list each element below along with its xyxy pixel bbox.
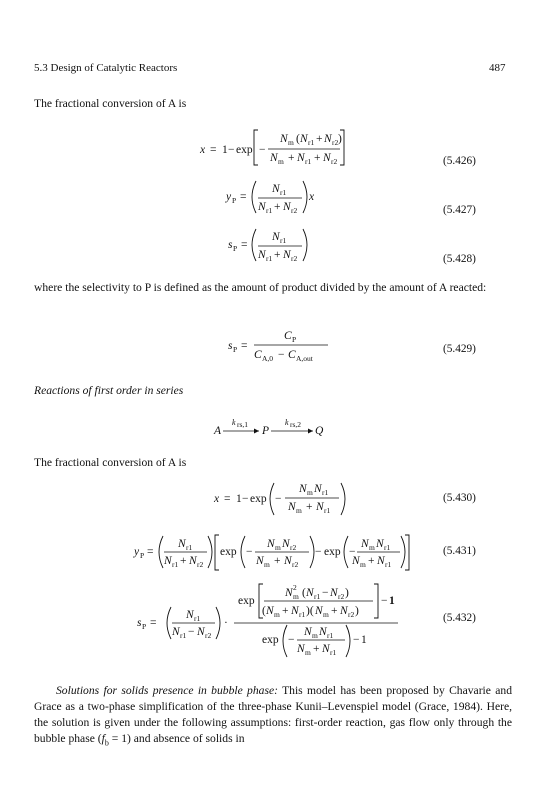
fb-symbol: f bbox=[101, 732, 105, 745]
svg-text:r1: r1 bbox=[266, 254, 273, 263]
svg-text:r2: r2 bbox=[292, 560, 299, 569]
equation-5429 bbox=[228, 330, 328, 363]
svg-text:−: − bbox=[275, 493, 282, 505]
svg-text:N: N bbox=[297, 643, 305, 655]
svg-text:N: N bbox=[284, 555, 292, 567]
svg-text:N: N bbox=[256, 555, 264, 567]
reaction-scheme bbox=[213, 418, 324, 437]
svg-text:+: + bbox=[274, 249, 281, 261]
svg-text:r2: r2 bbox=[348, 610, 355, 619]
svg-text:1: 1 bbox=[236, 493, 242, 505]
svg-text:rs,2: rs,2 bbox=[290, 420, 302, 429]
svg-text:): ) bbox=[338, 133, 342, 145]
svg-text:=: = bbox=[210, 144, 217, 156]
svg-text:P: P bbox=[262, 425, 270, 437]
svg-text:N: N bbox=[258, 249, 266, 261]
svg-text:r1: r1 bbox=[308, 138, 315, 147]
svg-text:r2: r2 bbox=[291, 206, 298, 215]
svg-text:r1: r1 bbox=[280, 188, 287, 197]
svg-text:x: x bbox=[214, 493, 220, 505]
svg-text:N: N bbox=[283, 249, 291, 261]
svg-text:s: s bbox=[228, 340, 233, 352]
svg-text:r1: r1 bbox=[186, 543, 193, 552]
svg-text:P: P bbox=[232, 196, 237, 205]
svg-text:r1: r1 bbox=[314, 592, 321, 601]
svg-text:r1: r1 bbox=[305, 157, 312, 166]
svg-text:(: ( bbox=[302, 587, 306, 599]
eq426-x: x bbox=[200, 144, 206, 156]
svg-text:y: y bbox=[226, 191, 232, 203]
svg-text:r1: r1 bbox=[180, 631, 187, 640]
svg-text:r2: r2 bbox=[197, 560, 204, 569]
eq427-left-paren bbox=[252, 181, 256, 213]
svg-text:−: − bbox=[353, 634, 360, 646]
svg-text:−: − bbox=[315, 546, 322, 558]
svg-text:−: − bbox=[322, 587, 329, 599]
svg-text:r2: r2 bbox=[205, 631, 212, 640]
paragraph-conversion-intro: The fractional conversion of A is bbox=[34, 97, 187, 110]
svg-text:N: N bbox=[267, 538, 275, 550]
svg-text:r1: r1 bbox=[322, 488, 329, 497]
svg-text:N: N bbox=[376, 538, 384, 550]
svg-text:N: N bbox=[266, 605, 274, 617]
svg-text:N: N bbox=[288, 501, 296, 513]
paragraph-conversion-intro-series: The fractional conversion of A is bbox=[34, 456, 187, 469]
svg-text:N: N bbox=[352, 555, 360, 567]
paragraph-selectivity-definition: where the selectivity to P is defined as the amount of product divided by the amount of A reacted: bbox=[34, 281, 487, 294]
running-header-section: 5.3 Design of Catalytic Reactors bbox=[34, 62, 178, 74]
svg-text:N: N bbox=[323, 152, 331, 164]
equation-5430 bbox=[213, 483, 345, 515]
svg-text:exp: exp bbox=[238, 595, 255, 607]
svg-text:N: N bbox=[272, 183, 280, 195]
svg-text:r1: r1 bbox=[330, 648, 337, 657]
svg-text:+: + bbox=[368, 555, 375, 567]
svg-text:N: N bbox=[322, 643, 330, 655]
svg-text:r1: r1 bbox=[327, 631, 334, 640]
svg-text:−: − bbox=[278, 349, 285, 361]
svg-text:m: m bbox=[307, 488, 313, 497]
svg-text:P: P bbox=[142, 622, 147, 631]
svg-text:−: − bbox=[288, 634, 295, 646]
svg-text:r1: r1 bbox=[324, 506, 331, 515]
svg-text:+: + bbox=[306, 501, 313, 513]
svg-text:r2: r2 bbox=[290, 543, 297, 552]
svg-text:−: − bbox=[228, 144, 235, 156]
eq427-right-paren bbox=[303, 181, 307, 213]
svg-text:N: N bbox=[315, 605, 323, 617]
svg-text:N: N bbox=[285, 587, 293, 599]
equation-5432 bbox=[137, 583, 398, 657]
solids-heading: Solutions for solids presence in bubble phase: bbox=[56, 684, 278, 697]
svg-text:Q: Q bbox=[315, 425, 324, 437]
svg-text:N: N bbox=[316, 501, 324, 513]
svg-text:m: m bbox=[312, 631, 318, 640]
svg-text:k: k bbox=[285, 418, 289, 427]
svg-text:+: + bbox=[331, 605, 338, 617]
svg-text:·: · bbox=[224, 617, 228, 629]
svg-text:N: N bbox=[282, 538, 290, 550]
svg-text:N: N bbox=[324, 133, 332, 145]
svg-text:+: + bbox=[313, 643, 320, 655]
svg-text:N: N bbox=[172, 626, 180, 638]
svg-text:P: P bbox=[140, 551, 145, 560]
svg-text:=: = bbox=[224, 493, 231, 505]
svg-text:r2: r2 bbox=[338, 592, 345, 601]
svg-text:N: N bbox=[283, 201, 291, 213]
svg-text:m: m bbox=[296, 506, 302, 515]
svg-text:1: 1 bbox=[389, 595, 395, 607]
svg-text:s: s bbox=[137, 617, 142, 629]
svg-text:): ) bbox=[355, 605, 359, 617]
svg-text:−: − bbox=[381, 595, 388, 607]
svg-text:N: N bbox=[340, 605, 348, 617]
svg-text:N: N bbox=[319, 626, 327, 638]
eq-number-5429: (5.429) bbox=[443, 343, 476, 355]
svg-text:N: N bbox=[377, 555, 385, 567]
svg-text:=: = bbox=[241, 239, 248, 251]
svg-text:N: N bbox=[291, 605, 299, 617]
svg-text:+: + bbox=[274, 201, 281, 213]
svg-text:−: − bbox=[246, 546, 253, 558]
svg-text:y: y bbox=[134, 546, 140, 558]
svg-text:P: P bbox=[292, 335, 297, 344]
eq-number-5427: (5.427) bbox=[443, 204, 476, 216]
svg-text:=: = bbox=[241, 340, 248, 352]
svg-text:m: m bbox=[305, 648, 311, 657]
section-heading-series-reactions: Reactions of first order in series bbox=[34, 384, 184, 397]
svg-text:P: P bbox=[233, 244, 238, 253]
svg-text:N: N bbox=[272, 231, 280, 243]
svg-text:r1: r1 bbox=[194, 614, 201, 623]
svg-text:N: N bbox=[300, 133, 308, 145]
svg-text:A,out: A,out bbox=[296, 354, 313, 363]
svg-text:N: N bbox=[330, 587, 338, 599]
svg-text:N: N bbox=[189, 555, 197, 567]
svg-text:+: + bbox=[316, 133, 323, 145]
svg-text:−: − bbox=[259, 144, 266, 156]
svg-text:=: = bbox=[240, 191, 247, 203]
svg-text:N: N bbox=[178, 538, 186, 550]
eq-number-5426: (5.426) bbox=[443, 155, 476, 167]
svg-text:x: x bbox=[309, 191, 315, 203]
svg-text:C: C bbox=[284, 330, 292, 342]
svg-text:(: ( bbox=[296, 133, 300, 145]
svg-text:+: + bbox=[282, 605, 289, 617]
svg-text:k: k bbox=[232, 418, 236, 427]
svg-text:C: C bbox=[254, 349, 262, 361]
svg-text:P: P bbox=[233, 345, 238, 354]
svg-text:−: − bbox=[242, 493, 249, 505]
svg-text:+: + bbox=[314, 152, 321, 164]
equation-5431 bbox=[133, 535, 409, 570]
svg-text:r2: r2 bbox=[291, 254, 298, 263]
svg-text:r1: r1 bbox=[266, 206, 273, 215]
svg-text:m: m bbox=[264, 560, 270, 569]
svg-text:A,0: A,0 bbox=[262, 354, 274, 363]
svg-text:r1: r1 bbox=[172, 560, 179, 569]
svg-text:N: N bbox=[258, 201, 266, 213]
svg-text:A: A bbox=[214, 425, 222, 437]
svg-text:exp: exp bbox=[220, 546, 237, 558]
eq-number-5430: (5.430) bbox=[443, 492, 476, 504]
svg-text:1: 1 bbox=[222, 144, 228, 156]
svg-text:=: = bbox=[150, 617, 157, 629]
svg-text:m: m bbox=[323, 610, 329, 619]
svg-text:m: m bbox=[288, 138, 294, 147]
svg-text:): ) bbox=[345, 587, 349, 599]
eq-number-5428: (5.428) bbox=[443, 253, 476, 265]
svg-text:m: m bbox=[293, 592, 299, 601]
page-number: 487 bbox=[489, 62, 506, 74]
svg-text:exp: exp bbox=[262, 634, 279, 646]
svg-text:C: C bbox=[288, 349, 296, 361]
svg-text:N: N bbox=[314, 483, 322, 495]
svg-text:exp: exp bbox=[250, 493, 267, 505]
solids-body: This model has been proposed by Chavarie and Grace as a two-phase simplification of the three-phase Kunii–Levenspiel model (Grace, 1984). Here, the solution is given under the following assumptions: first-order reaction, gas flow only through the bubble phase ( bbox=[34, 684, 512, 745]
solids-tail: = 1) and absence of solids in bbox=[108, 732, 245, 745]
fb-subscript: b bbox=[104, 738, 109, 748]
svg-text:N: N bbox=[164, 555, 172, 567]
svg-text:N: N bbox=[304, 626, 312, 638]
svg-text:+: + bbox=[288, 152, 295, 164]
svg-text:m: m bbox=[274, 610, 280, 619]
equation-5428 bbox=[228, 229, 307, 263]
svg-text:(: ( bbox=[262, 605, 266, 617]
svg-text:m: m bbox=[369, 543, 375, 552]
eq-number-5431: (5.431) bbox=[443, 545, 476, 557]
equation-5427 bbox=[225, 181, 315, 215]
svg-text:+: + bbox=[274, 555, 281, 567]
svg-text:r1: r1 bbox=[280, 236, 287, 245]
svg-text:+: + bbox=[180, 555, 187, 567]
svg-text:r1: r1 bbox=[299, 610, 306, 619]
svg-text:r1: r1 bbox=[385, 560, 392, 569]
svg-text:N: N bbox=[299, 483, 307, 495]
svg-text:N: N bbox=[306, 587, 314, 599]
svg-text:−: − bbox=[349, 546, 356, 558]
equation-5426 bbox=[199, 130, 344, 166]
svg-text:N: N bbox=[361, 538, 369, 550]
svg-text:=: = bbox=[147, 546, 154, 558]
svg-text:m: m bbox=[360, 560, 366, 569]
svg-text:m: m bbox=[278, 157, 284, 166]
eq-number-5432: (5.432) bbox=[443, 612, 476, 624]
svg-text:N: N bbox=[270, 152, 278, 164]
svg-text:exp: exp bbox=[324, 546, 341, 558]
svg-text:N: N bbox=[280, 133, 288, 145]
svg-text:N: N bbox=[197, 626, 205, 638]
svg-text:N: N bbox=[297, 152, 305, 164]
svg-text:1: 1 bbox=[361, 634, 367, 646]
svg-text:exp: exp bbox=[236, 144, 253, 156]
svg-text:s: s bbox=[228, 239, 233, 251]
svg-text:rs,1: rs,1 bbox=[237, 420, 249, 429]
eq426-left-bracket bbox=[254, 130, 258, 165]
svg-text:2: 2 bbox=[293, 583, 297, 592]
svg-text:−: − bbox=[188, 626, 195, 638]
svg-text:)(: )( bbox=[306, 605, 314, 617]
svg-text:r2: r2 bbox=[331, 157, 338, 166]
svg-text:N: N bbox=[186, 609, 194, 621]
svg-text:m: m bbox=[275, 543, 281, 552]
svg-text:r2: r2 bbox=[332, 138, 339, 147]
svg-text:r1: r1 bbox=[384, 543, 391, 552]
